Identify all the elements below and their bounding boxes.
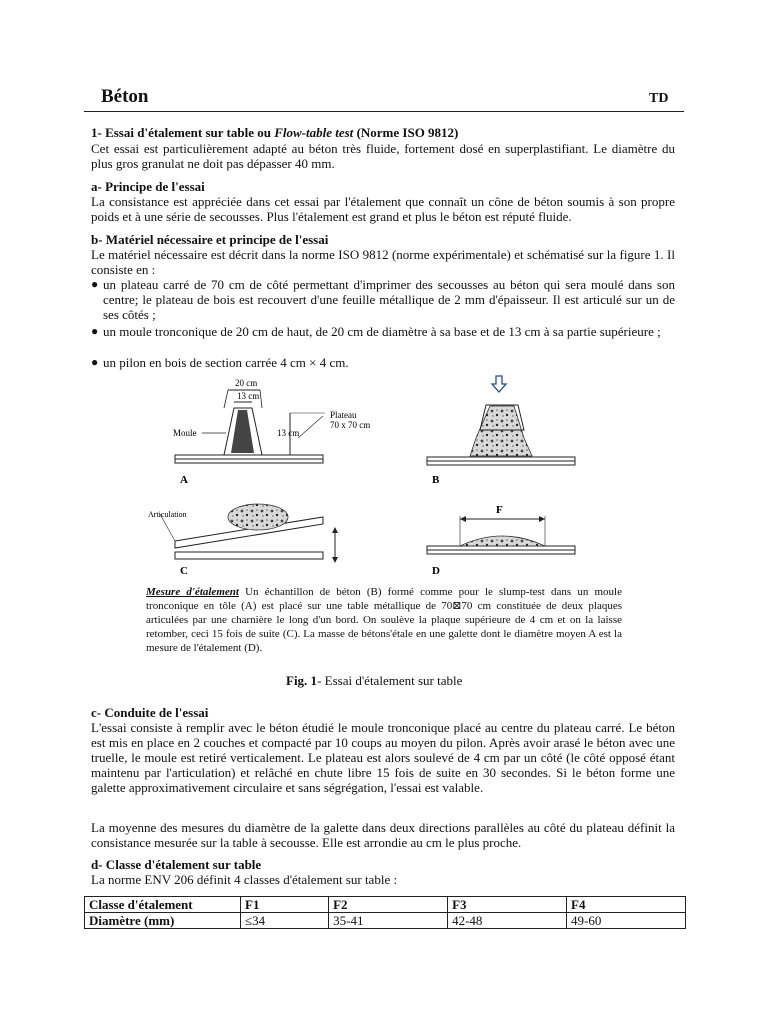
panel-c-shaking: [148, 504, 338, 577]
table-cell-class: F1: [241, 897, 329, 913]
table-row: [85, 913, 686, 929]
section-a-text: La consistance est appréciée dans cet essai par l'étalement que connaît un cône de béton soumis à son propre poids et à une série de secousses. Plus l'étalement est grand et plus le béton est réputé fluide.: [91, 194, 675, 224]
lift-arrow-icon: [492, 376, 506, 392]
section-1-intro: Cet essai est particulièrement adapté au béton très fluide, fortement dosé en superplastifiant. Le diamètre du plus gros granulat ne doit pas dépasser 40 mm.: [91, 141, 675, 171]
bullet-marker: ●: [91, 355, 99, 369]
panel-label-c: C: [180, 565, 188, 577]
bullet-marker: ●: [91, 277, 99, 291]
bullet-item-pilon: un pilon en bois de section carrée 4 cm × 4 cm.: [103, 355, 349, 370]
figure-number: Fig. 1: [286, 673, 318, 688]
figure-caption-text: [146, 585, 622, 655]
panel-a-mould: [173, 378, 370, 486]
section-c-paragraph-2: La moyenne des mesures du diamètre de la galette dans deux directions parallèles au côté du plateau définit la consistance mesurée sur la table à secousse. Elle est arrondie au cm le plus proche.: [91, 820, 675, 850]
table-cell-class: F4: [567, 897, 686, 913]
table-cell-value: 42-48: [448, 913, 567, 929]
classes-table: [84, 896, 686, 929]
panel-b-cone: [427, 376, 575, 486]
table-cell-value: ≤34: [241, 913, 329, 929]
figure-title: [286, 673, 462, 689]
label-moule: Moule: [173, 428, 197, 438]
table-cell-value: 35-41: [329, 913, 448, 929]
caption-label: Mesure d'étalement: [146, 586, 239, 598]
panel-d-spread: [427, 504, 575, 577]
section-1-title-norm: (Norme ISO 9812): [353, 125, 459, 140]
section-c-paragraph-1: L'essai consiste à remplir avec le béton étudié le moule tronconique placé au centre du plateau carré. Le béton est mis en place en 2 couches et compacté par 10 coups au moyen du pilon. Après avoir arasé le béton avec une truelle, le moule est retiré verticalement. Le plateau est alors soulevé de 4 cm par un côté (le côté opposé étant maintenu par l'articulation) et relâché en chute libre 15 fois de suite en 30 secondes. Si le béton forme une galette approximativement circulaire et sans ségrégation, l'essai est valable.: [91, 720, 675, 795]
section-1-title-part: 1- Essai d'étalement sur table ou: [91, 125, 275, 140]
label-plateau-size: 70 x 70 cm: [330, 420, 371, 430]
table-row: [85, 897, 686, 913]
table-cell-header: Diamètre (mm): [85, 913, 241, 929]
document-tag: TD: [649, 91, 669, 106]
panel-label-b: B: [432, 474, 440, 486]
section-b-intro: Le matériel nécessaire est décrit dans la norme ISO 9812 (norme expérimentale) et schématisé sur la figure 1. Il consiste en :: [91, 247, 675, 277]
document-title: Béton: [101, 86, 149, 107]
section-d-title: d- Classe d'étalement sur table: [91, 857, 262, 872]
header-rule: [84, 111, 684, 112]
table-cell-class: F2: [329, 897, 448, 913]
bullet-marker: ●: [91, 324, 99, 338]
label-plateau: Plateau: [330, 410, 357, 420]
panel-label-d: D: [432, 565, 440, 577]
dim-20cm: 20 cm: [235, 378, 258, 388]
caption-body: Un échantillon de béton (B) formé comme pour le slump-test dans un moule tronconique en tôle (A) est placé sur une table métallique de 70⊠70 cm constituée de deux plaques articulées par une charnière le long d'un bord. On soulève la plaque supérieure de 4 cm et on la laisse retomber, ceci 15 fois de suite (C). La masse de bétons'étale en une galette dont le diamètre moyen A est la mesure de l'étalement (D).: [146, 586, 622, 654]
dim-13cm-height: 13 cm: [277, 428, 300, 438]
panel-label-a: A: [180, 474, 188, 486]
table-cell-value: 49-60: [567, 913, 686, 929]
table-cell-header: Classe d'étalement: [85, 897, 241, 913]
label-articulation: Articulation: [148, 510, 187, 519]
section-d-intro: La norme ENV 206 définit 4 classes d'étalement sur table :: [91, 872, 398, 887]
section-1-title-em: Flow-table test: [274, 125, 354, 140]
label-f: F: [496, 504, 503, 516]
bullet-item-plateau: un plateau carré de 70 cm de côté permettant d'imprimer des secousses au béton qui sera moulé dans son centre; le plateau de bois est recouvert d'une feuille métallique de 2 mm d'épaisseur. Il est articulé sur un de ses côtés ;: [103, 277, 675, 322]
dim-13cm-top: 13 cm: [237, 391, 260, 401]
table-cell-class: F3: [448, 897, 567, 913]
bullet-item-moule: un moule tronconique de 20 cm de haut, de 20 cm de diamètre à sa base et de 13 cm à sa partie supérieure ;: [103, 324, 661, 339]
figure-title-text: - Essai d'étalement sur table: [317, 673, 463, 688]
section-a-title: a- Principe de l'essai: [91, 179, 205, 194]
section-b-title: b- Matériel nécessaire et principe de l'essai: [91, 232, 329, 247]
section-c-title: c- Conduite de l'essai: [91, 705, 209, 720]
figure-flow-table: [140, 368, 610, 580]
section-1-title: [91, 125, 691, 140]
